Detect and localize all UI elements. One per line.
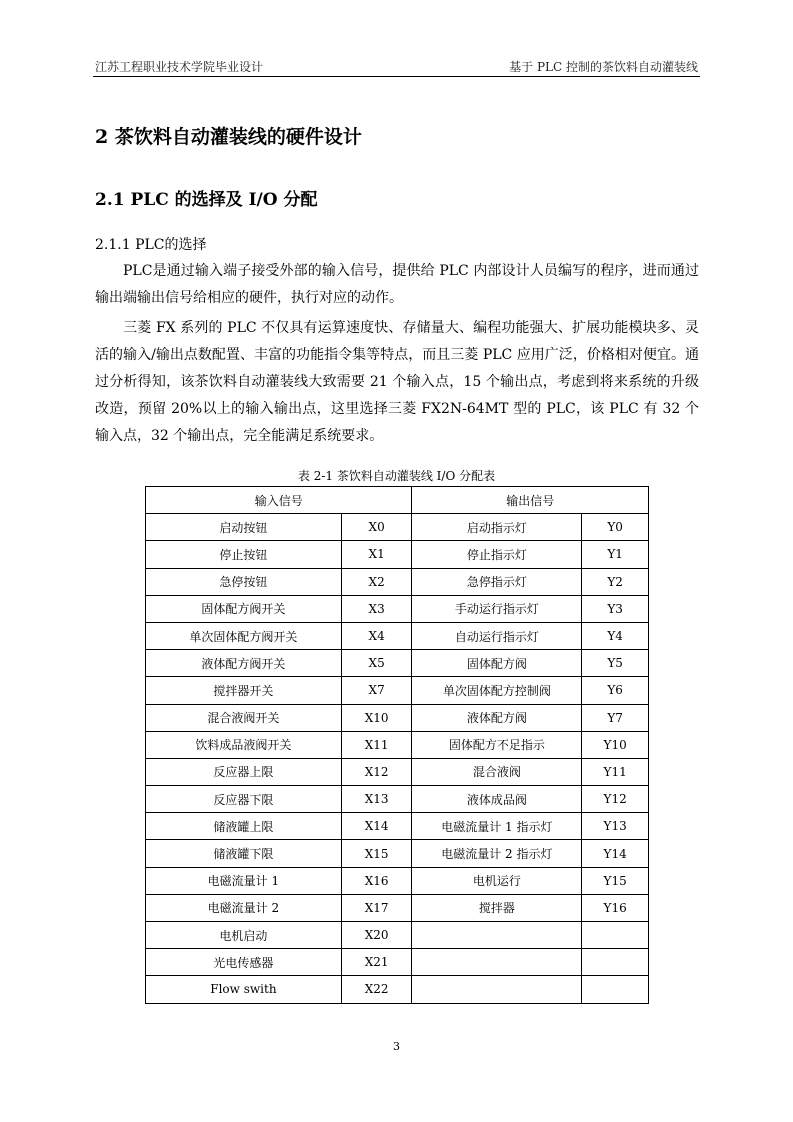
output-address: Y4 <box>582 622 649 649</box>
output-signal-name: 启动指示灯 <box>412 514 582 541</box>
section-heading: 2.1 PLC 的选择及 I/O 分配 <box>95 190 318 210</box>
output-address <box>582 976 649 1003</box>
table-row <box>146 650 649 677</box>
input-address: X16 <box>341 867 412 894</box>
output-address: Y12 <box>582 786 649 813</box>
input-address: X0 <box>341 514 412 541</box>
table-row <box>146 786 649 813</box>
table-header-row <box>146 487 649 514</box>
output-address: Y10 <box>582 731 649 758</box>
output-signal-header: 输出信号 <box>412 487 649 514</box>
input-address: X3 <box>341 595 412 622</box>
running-header-right: 基于 PLC 控制的茶饮料自动灌装线 <box>509 60 698 74</box>
output-signal-name <box>412 922 582 949</box>
input-address: X15 <box>341 840 412 867</box>
input-signal-name: 启动按钮 <box>146 514 342 541</box>
input-signal-name: 单次固体配方阀开关 <box>146 622 342 649</box>
input-signal-name: 停止按钮 <box>146 541 342 568</box>
output-signal-name: 固体配方不足指示 <box>412 731 582 758</box>
input-address: X20 <box>341 922 412 949</box>
output-address: Y2 <box>582 568 649 595</box>
table-row <box>146 840 649 867</box>
input-signal-name: 电磁流量计 2 <box>146 894 342 921</box>
input-address: X21 <box>341 949 412 976</box>
input-signal-name: 固体配方阀开关 <box>146 595 342 622</box>
input-signal-name: 反应器上限 <box>146 758 342 785</box>
paragraph-2 <box>95 315 699 450</box>
input-signal-name: 搅拌器开关 <box>146 677 342 704</box>
input-address: X1 <box>341 541 412 568</box>
output-address: Y15 <box>582 867 649 894</box>
input-signal-name: 电机启动 <box>146 922 342 949</box>
output-address: Y0 <box>582 514 649 541</box>
output-address: Y3 <box>582 595 649 622</box>
page-number: 3 <box>393 1040 400 1053</box>
input-signal-name: 液体配方阀开关 <box>146 650 342 677</box>
table-row <box>146 514 649 541</box>
input-address: X12 <box>341 758 412 785</box>
paragraph-1-text: PLC是通过输入端子接受外部的输入信号，提供给 PLC 内部设计人员编写的程序，进而通过输出端输出信号给相应的硬件，执行对应的动作。 <box>95 263 699 306</box>
subsection-heading: 2.1.1 PLC的选择 <box>95 237 207 253</box>
output-address: Y11 <box>582 758 649 785</box>
output-signal-name: 固体配方阀 <box>412 650 582 677</box>
paragraph-2-text: 三菱 FX 系列的 PLC 不仅具有运算速度快、存储量大、编程功能强大、扩展功能模块多、灵活的输入/输出点数配置、丰富的功能指令集等特点，而且三菱 PLC 应用广泛，价格相对便宜。通过分析得知，该茶饮料自动灌装线大致需要 21 个输入点，15 个输出点，考虑到将来系统的升级改造，预留 20%以上的输入输出点，这里选择三菱 FX2N-64MT 型的 PLC，该 PLC 有 32 个输入点，32 个输出点，完全能满足系统要求。 <box>95 320 699 444</box>
input-address: X7 <box>341 677 412 704</box>
output-signal-name: 停止指示灯 <box>412 541 582 568</box>
io-allocation-table <box>145 486 649 1004</box>
running-header-left: 江苏工程职业技术学院毕业设计 <box>95 60 264 74</box>
output-signal-name <box>412 949 582 976</box>
table-row <box>146 758 649 785</box>
input-signal-name: 反应器下限 <box>146 786 342 813</box>
output-signal-name <box>412 976 582 1003</box>
table-row <box>146 595 649 622</box>
input-address: X11 <box>341 731 412 758</box>
input-address: X22 <box>341 976 412 1003</box>
chapter-heading: 2 茶饮料自动灌装线的硬件设计 <box>95 126 362 148</box>
table-row <box>146 568 649 595</box>
input-address: X10 <box>341 704 412 731</box>
table-row <box>146 813 649 840</box>
table-row <box>146 622 649 649</box>
input-signal-name: 混合液阀开关 <box>146 704 342 731</box>
output-signal-name: 急停指示灯 <box>412 568 582 595</box>
input-signal-name: 急停按钮 <box>146 568 342 595</box>
output-signal-name: 液体配方阀 <box>412 704 582 731</box>
output-address <box>582 922 649 949</box>
output-signal-name: 搅拌器 <box>412 894 582 921</box>
header-divider <box>93 76 700 77</box>
input-address: X13 <box>341 786 412 813</box>
table-row <box>146 976 649 1003</box>
table-row <box>146 867 649 894</box>
output-signal-name: 手动运行指示灯 <box>412 595 582 622</box>
input-address: X17 <box>341 894 412 921</box>
table-caption: 表 2-1 茶饮料自动灌装线 I/O 分配表 <box>297 469 496 483</box>
output-address: Y16 <box>582 894 649 921</box>
output-address: Y13 <box>582 813 649 840</box>
table-row <box>146 677 649 704</box>
output-address <box>582 949 649 976</box>
table-row <box>146 704 649 731</box>
input-signal-name: 饮料成品液阀开关 <box>146 731 342 758</box>
output-signal-name: 单次固体配方控制阀 <box>412 677 582 704</box>
table-row <box>146 541 649 568</box>
input-address: X4 <box>341 622 412 649</box>
output-address: Y7 <box>582 704 649 731</box>
output-signal-name: 电磁流量计 2 指示灯 <box>412 840 582 867</box>
output-signal-name: 电机运行 <box>412 867 582 894</box>
table-row <box>146 949 649 976</box>
input-signal-name: Flow swith <box>146 976 342 1003</box>
output-address: Y6 <box>582 677 649 704</box>
table-row <box>146 922 649 949</box>
input-signal-header: 输入信号 <box>146 487 412 514</box>
input-address: X5 <box>341 650 412 677</box>
output-address: Y14 <box>582 840 649 867</box>
table-row <box>146 894 649 921</box>
output-signal-name: 自动运行指示灯 <box>412 622 582 649</box>
output-signal-name: 液体成品阀 <box>412 786 582 813</box>
table-row <box>146 731 649 758</box>
output-signal-name: 电磁流量计 1 指示灯 <box>412 813 582 840</box>
input-signal-name: 储液罐上限 <box>146 813 342 840</box>
output-signal-name: 混合液阀 <box>412 758 582 785</box>
input-signal-name: 电磁流量计 1 <box>146 867 342 894</box>
input-address: X14 <box>341 813 412 840</box>
input-signal-name: 光电传感器 <box>146 949 342 976</box>
paragraph-1 <box>95 258 699 312</box>
output-address: Y5 <box>582 650 649 677</box>
output-address: Y1 <box>582 541 649 568</box>
input-address: X2 <box>341 568 412 595</box>
input-signal-name: 储液罐下限 <box>146 840 342 867</box>
